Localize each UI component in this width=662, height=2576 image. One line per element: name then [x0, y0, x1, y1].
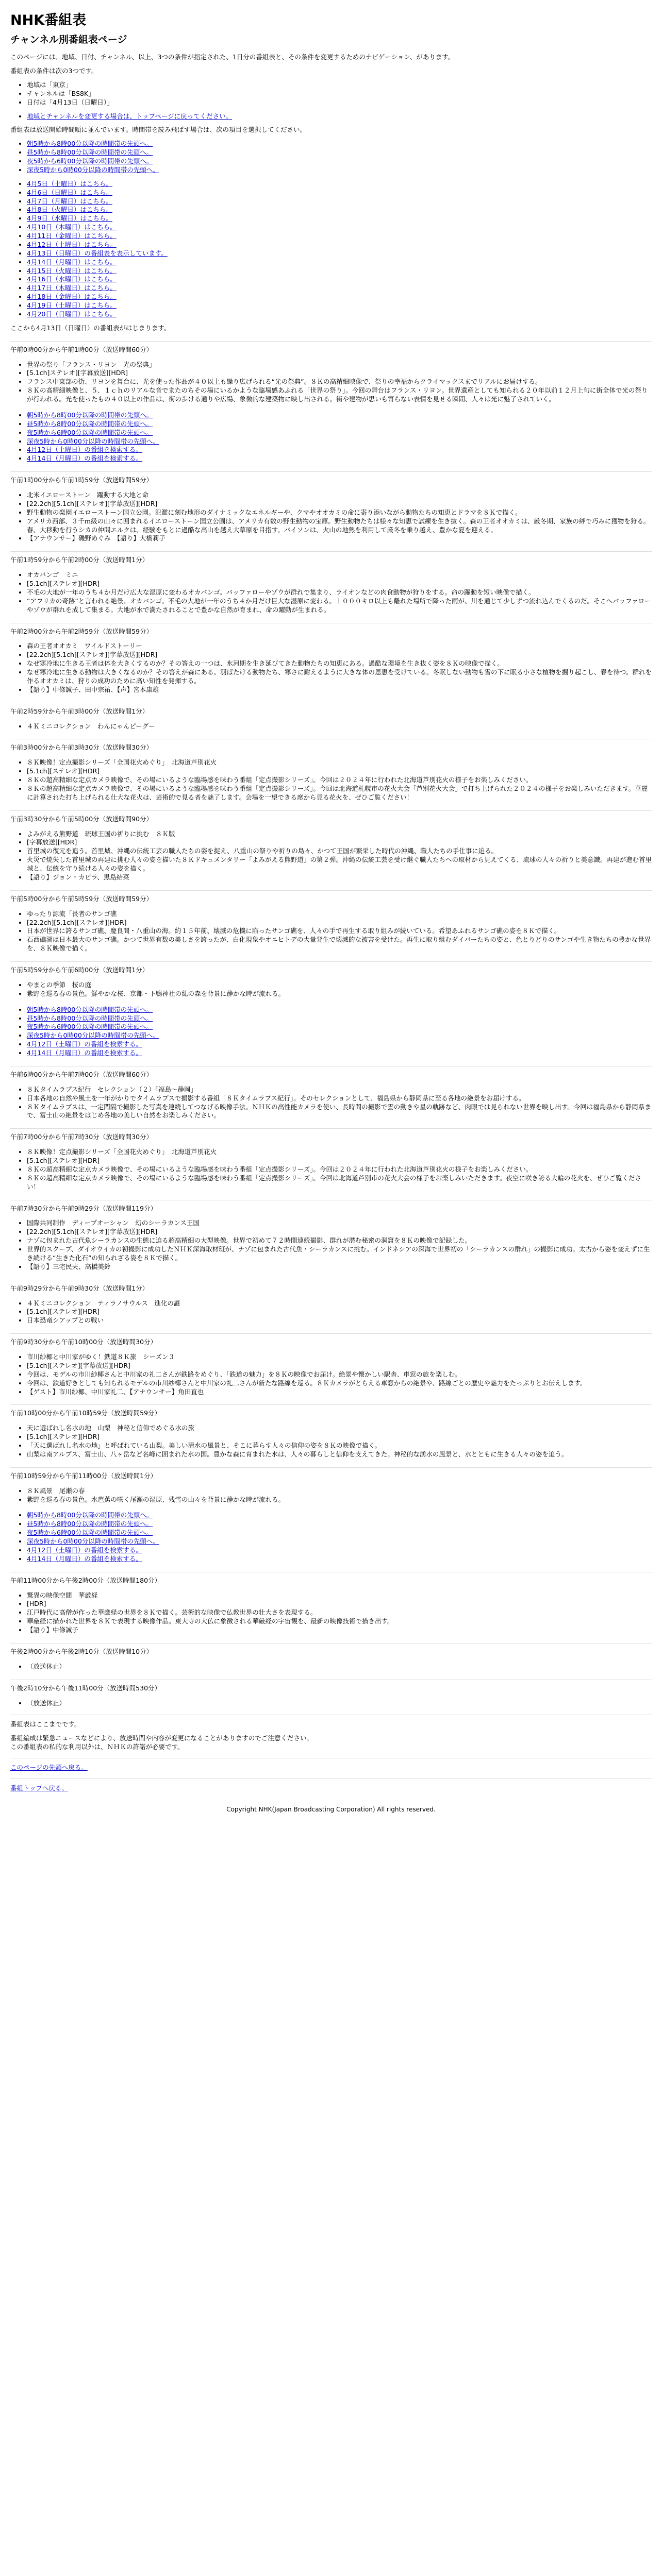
day-link[interactable]: 4月14日（月曜日）はこちら。: [27, 258, 117, 266]
program-listing: [10, 341, 652, 1708]
program-details: [10, 1086, 652, 1121]
end-note: 番組編成は緊急ニュースなどにより、放送時間や内容が変更になることがありますのでご注意ください。: [10, 1734, 313, 1742]
program-detail: • 日本が世界に誇るサンゴ礁、慶良間・八重山の海。約１５年前、壊滅の危機に陥ったサンゴ礁を、人々の手で再生する取り組みが続いている。希望あふれるサンゴ礁の姿を８Ｋで描く。: [27, 927, 652, 936]
program-entry: [10, 341, 652, 404]
end-note: この番組表の私的な利用以外は、ＮＨＫの許諾が必要です。: [10, 1743, 184, 1751]
program-detail: • 今回は、鉄道好きとしても知られるモデルの市川紗椰さんと中川家の礼二さんが新たな路線を巡る。８Ｋカメラがとらえる車窓からの絶景や、路線ごとの歴史や魅力をたっぷりとお伝えします。: [27, 1379, 652, 1388]
program-time: 午前9時29分から午前9時30分（放送時間1分）: [10, 1284, 149, 1292]
site-title: NHK番組表: [10, 12, 87, 28]
day-link[interactable]: 4月8日（火曜日）はこちら。: [27, 206, 112, 214]
program-details: [10, 1148, 652, 1191]
program-time: 午前11時00分から午後2時00分（放送時間180分）: [10, 1576, 161, 1584]
program-title: • 国際共同制作 ディープオーシャン 幻のシーラカンス王国: [27, 1219, 652, 1228]
program-entry: [10, 810, 652, 882]
program-time: 午前3時00分から午前3時30分（放送時間30分）: [10, 743, 153, 752]
program-details: [10, 981, 652, 998]
program-details: [10, 571, 652, 614]
program-detail: • [5.1ch][ステレオ][字幕放送][HDR]: [27, 1362, 652, 1370]
program-entry: [10, 471, 652, 543]
program-detail: • 火災で焼失した首里城の再建に挑む人々の姿を描いた８Ｋドキュメンタリー「よみがえる熊野道」の第２弾。沖縄の伝統工芸を受け継ぐ職人たちへの取材から見えてくる、琉球の人々の祈りと美意識。再建が進む首里城と、伝統を守り続ける人々の姿を描く。: [27, 856, 652, 873]
program-time: 午前6時00分から午前7時00分（放送時間60分）: [10, 1070, 153, 1078]
program-time: 午前7時30分から午前9時29分（放送時間119分）: [10, 1204, 157, 1212]
page-top-link[interactable]: このページの先頭へ戻る。: [10, 1764, 88, 1772]
program-detail: • [5.1ch][ステレオ][HDR]: [27, 1308, 652, 1316]
divider: [10, 1467, 652, 1468]
jump-link[interactable]: 夜5時から6時00分以降の時間帯の先頭へ。: [27, 428, 153, 436]
program-entry: [10, 1467, 652, 1504]
program-title: • 森の王者オオカミ ワイルドストーリー: [27, 642, 652, 651]
program-title: • （放送休止）: [27, 1699, 652, 1708]
day-link[interactable]: 4月7日（月曜日）はこちら。: [27, 197, 112, 205]
program-detail: • [22.2ch][5.1ch][ステレオ][HDR]: [27, 919, 652, 927]
program-details: [10, 1591, 652, 1635]
program-detail: • “アフリカの奇跡”と言われる絶景、オカバンゴ。不毛の大地が一年のうち４か月だけ巨大な湿原に変わる。１０００キロ以上も離れた場所で降った雨が、川を通じて少しずつ流れ込んでくるのだ。そこへバッファローやゾウが群れを成して集まる。大地が水で満たされることで豊かな自然が育まれ、命の躍動が生まれる。: [27, 597, 652, 615]
order-text: 番組表は放送開始時間順に並んでいます。時間帯を読み飛ばす場合は、次の項目を選択してください。: [10, 126, 307, 134]
day-link[interactable]: 4月15日（火曜日）はこちら。: [27, 266, 117, 275]
jump-link-morning[interactable]: 朝5時から8時00分以降の時間帯の先頭へ。: [27, 140, 153, 148]
jump-link[interactable]: 朝5時から8時00分以降の時間帯の先頭へ。: [27, 1511, 153, 1519]
program-time: 午前7時00分から午前7時30分（放送時間30分）: [10, 1133, 153, 1141]
jump-link[interactable]: 深夜5時から0時00分以降の時間帯の先頭へ。: [27, 1537, 159, 1546]
jump-link[interactable]: 深夜5時から0時00分以降の時間帯の先頭へ。: [27, 1031, 159, 1040]
program-detail: • フランス中東部の街、リヨンを舞台に、光を使った作品が４０以上も繰り広げられる“光の祭典”。８Ｋの高精細映像で、祭りの幸福からクライマックスまでリアルにお届けする。: [27, 378, 652, 386]
program-entry: [10, 1280, 652, 1326]
program-time: 午前5時59分から午前6時00分（放送時間1分）: [10, 966, 149, 974]
intro-text: このページには、地域、日付、チャンネル、以上、3つの条件が指定された、1日分の番組表と、その条件を変更するためのナビゲーション、があります。: [10, 53, 455, 61]
program-entry: [10, 1128, 652, 1191]
program-detail: • [HDR]: [27, 1600, 652, 1608]
program-title: • ８Ｋタイムラプス紀行 セレクション（２）「福島～静岡」: [27, 1086, 652, 1094]
program-entry: [10, 961, 652, 998]
divider: [10, 471, 652, 472]
divider: [10, 341, 652, 342]
jump-links-block: [10, 1511, 652, 1563]
program-entry: [10, 1066, 652, 1120]
day-link[interactable]: 4月17日（木曜日）はこちら。: [27, 284, 117, 292]
jump-links-block: [10, 411, 652, 463]
divider: [10, 1333, 652, 1334]
program-detail: • ナゾに包まれた古代魚シーラカンスの生態に迫る超高精細の大型映像。世界で初めて７２時間連続撮影、群れが潜む秘密の洞窟を８Ｋの映像で記録した。: [27, 1236, 652, 1245]
program-time: 午前5時00分から午前5時59分（放送時間59分）: [10, 894, 153, 903]
day-link[interactable]: 4月12日（土曜日）はこちら。: [27, 240, 117, 248]
program-title: • ８Ｋ映像！定点撮影シリーズ「全国花火めぐり」 北海道芦別花火: [27, 1148, 652, 1157]
program-detail: • 【語り】中條誠子: [27, 1626, 652, 1635]
program-time: 午前1時59分から午前2時00分（放送時間1分）: [10, 556, 149, 564]
page-title: チャンネル別番組表ページ: [10, 34, 127, 46]
program-detail: • 石西礁湖は日本最大のサンゴ礁。かつて世界有数の美しさを誇ったが、白化現象やオニヒトデの大量発生で壊滅的な被害を受けた。再生に取り組むダイバーたちの姿と、色とりどりのサンゴや生き物たちの豊かな世界を、８Ｋ映像で描く。: [27, 936, 652, 953]
jump-links-block: [10, 1006, 652, 1058]
day-link[interactable]: 4月11日（金曜日）はこちら。: [27, 232, 117, 240]
program-title: • 市川紗椰と中川家がゆく！鉄道８Ｋ旅 シーズン３: [27, 1353, 652, 1362]
program-time: 午前1時00分から午前1時59分（放送時間59分）: [10, 476, 153, 484]
program-detail: • 今回は、モデルの市川紗椰さんと中川家の礼二さんが鉄路をめぐり、「鉄道の魅力」を８Ｋの映像でお届け。絶景や懐かしい駅舎、車窓の旅を楽しむ。: [27, 1370, 652, 1379]
program-detail: • [22.2ch][5.1ch][ステレオ][字幕放送][HDR]: [27, 1228, 652, 1236]
program-details: [10, 1299, 652, 1326]
day-link-current[interactable]: 4月13日（日曜日）の番組表を表示しています。: [27, 249, 168, 257]
program-details: [10, 1424, 652, 1459]
program-time: 午前10時59分から午前11時00分（放送時間1分）: [10, 1471, 157, 1480]
program-detail: • 江戸時代に高僧が作った華厳経の世界を８Ｋで描く。芸術的な映像で仏教世界の壮大さを表現する。: [27, 1608, 652, 1617]
jump-link[interactable]: 4月12日（土曜日）の番組を検索する。: [27, 1040, 142, 1048]
listing-start: ここから4月13日（日曜日）の番組表がはじまります。: [10, 324, 171, 332]
divider: [10, 961, 652, 962]
program-detail: • 【アナウンサー】磯野めぐみ 【語り】大橋莉子: [27, 534, 652, 543]
program-entry: [10, 1333, 652, 1396]
program-detail: • 日本恐竜シアップとの戦い: [27, 1316, 652, 1325]
day-link[interactable]: 4月19日（土曜日）はこちら。: [27, 301, 117, 310]
program-details: [10, 830, 652, 882]
program-detail: • 不毛の大地が一年のうち４か月だけ広大な湿原に変わるオカバンゴ。バッファローやゾウが群れで集まり、ライオンなどの肉食動物が狩りをする。命の躍動を短い映像で描く。: [27, 588, 652, 597]
program-detail: • ８Ｋの超高精細な定点カメラ映像で、その場にいるような臨場感を味わう番組「定点撮影シリーズ」。今回は２０２４年に行われた北海道芦別花火の様子をお楽しみください。: [27, 1165, 652, 1174]
program-title: • 天に選ばれし名水の地 山梨 神秘と信仰でめぐる水の旅: [27, 1424, 652, 1433]
program-details: [10, 1663, 652, 1671]
program-entry: [10, 1200, 652, 1272]
program-detail: • アメリカ西部、３千ｍ級の山々に囲まれるイエローストーン国立公園は、アメリカ有数の野生動物の宝庫。野生動物たちは様々な知恵で試練を生き抜く。森の王者オオカミは、厳冬期、家族の絆で巧みに獲物を狩る。春、大移動を行うシカの仲間エルクは、経験をもとに過酷な高山を越え大草原を目指す。バイソンは、火山の地熱を利用して厳冬を乗り越え、豊かな夏を迎える。: [27, 517, 652, 535]
program-detail: • [5.1ch]ステレオ][字幕放送][HDR]: [27, 369, 652, 378]
jump-link[interactable]: 朝5時から8時00分以降の時間帯の先頭へ。: [27, 1005, 153, 1013]
program-detail: • [22.2ch][5.1ch][ステレオ][字幕放送][HDR]: [27, 651, 652, 659]
program-title: • よみがえる熊野道 琉球王国の祈りに挑む ８Ｋ版: [27, 830, 652, 839]
day-link[interactable]: 4月20日（日曜日）はこちら。: [27, 310, 117, 318]
program-details: [10, 1699, 652, 1708]
day-link[interactable]: 4月10日（木曜日）はこちら。: [27, 223, 117, 231]
program-detail: • 山梨は南アルプス、富士山、八ヶ岳など名峰に囲まれた水の国。豊かな森に育まれた水は、人々の暮らしと信仰を支えてきた。神秘的な湧水の風景と、水とともに生きる人々の姿を追う。: [27, 1450, 652, 1459]
jump-link[interactable]: 夜5時から6時00分以降の時間帯の先頭へ。: [27, 1023, 153, 1031]
program-time: 午後2時00分から午後2時10分（放送時間10分）: [10, 1647, 153, 1655]
program-entry: [10, 890, 652, 953]
jump-link[interactable]: 朝5時から8時00分以降の時間帯の先頭へ。: [27, 411, 153, 419]
program-title: • やまとの季節 桜の庭: [27, 981, 652, 990]
program-detail: • [5.1ch][ステレオ][HDR]: [27, 1433, 652, 1442]
divider: [10, 1128, 652, 1129]
jump-link[interactable]: 4月12日（土曜日）の番組を検索する。: [27, 446, 142, 454]
program-entry: [10, 1572, 652, 1635]
jump-link-evening[interactable]: 夜5時から6時00分以降の時間帯の先頭へ。: [27, 157, 153, 165]
program-detail: • 野生動物の楽園イエローストーン国立公園。氾濫に刻む地形のダイナミックなエネルギーや、クマやオオカミの命に寄り添いながら動物たちの知恵とドラマを８Ｋで描く。: [27, 509, 652, 517]
program-details: [10, 1219, 652, 1271]
jump-link[interactable]: 昼5時から8時00分以降の時間帯の先頭へ。: [27, 419, 153, 428]
program-detail: • ８Ｋの超高精細な定点カメラ映像で、その場にいるような臨場感を味わう番組「定点撮影シリーズ」。今回は北海道芦別市の花火大会の様子をお楽しみいただきます。夜空に咲き誇る大輪の花火を、ぜひご覧ください！: [27, 1174, 652, 1192]
divider: [10, 1404, 652, 1405]
program-details: [10, 361, 652, 404]
jump-links: [10, 140, 652, 175]
jump-link[interactable]: 4月14日（月曜日）の番組を検索する。: [27, 1554, 142, 1563]
jump-link[interactable]: 4月14日（月曜日）の番組を検索する。: [27, 454, 142, 463]
program-detail: • なぜ寒冷地に生きる王者は体を大きくするのか？その答えの一つは、氷河期を生き延びてきた動物たちの知恵にある。過酷な環境を生き抜く姿を８Ｋの映像で描く。: [27, 659, 652, 668]
program-time: 午前10時00分から午前10時59分（放送時間59分）: [10, 1409, 161, 1417]
program-title: • オカバンゴ ミニ: [27, 571, 652, 580]
program-detail: • 「天に選ばれし名水の地」と呼ばれている山梨。美しい清水の風景と、そこに暮らす人々の信仰の姿を８Ｋの映像で描く。: [27, 1442, 652, 1450]
condition-item: • チャンネルは「BS8K」: [27, 90, 652, 98]
program-detail: • 【語り】ジョン・カビラ、黒島結菜: [27, 873, 652, 882]
jump-link[interactable]: 夜5時から6時00分以降の時間帯の先頭へ。: [27, 1529, 153, 1537]
program-title: • （放送休止）: [27, 1663, 652, 1671]
page: [0, 12, 662, 1814]
program-detail: • ８Ｋの超高精細な定点カメラ映像で、その場にいるような臨場感を味わう番組「定点撮影シリーズ」。今回は２０２４年に行われた北海道芦別花火の様子をお楽しみください。: [27, 776, 652, 785]
program-detail: • 華厳経に描かれた世界を８Ｋで表現する映像作品。東大寺の大仏に象徴される華厳経の宇宙観を、最新の映像技術で描き出す。: [27, 1617, 652, 1626]
program-detail: • 世界的スクープ、ダイオウイカの初撮影に成功したＮＨＫ深海取材班が、ナゾに包まれた古代魚・シーラカンスに挑む。インドネシアの深海で世界初の「シーラカンスの群れ」の撮影に成功。太古から姿を変えずに生き続ける“生きた化石”の知られざる姿を８Ｋで描く。: [27, 1245, 652, 1263]
program-title: • ８Ｋ映像！定点撮影シリーズ「全国花火めぐり」 北海道芦別花火: [27, 758, 652, 767]
program-detail: • ８Ｋタイムラプスは、一定間隔で撮影した写真を連続してつなげる映像手法。ＮＨＫの高性能カメラを使い、長時間の撮影で雲の動きや星の軌跡など、肉眼では見られない世界を映し出す。今回は福島県から静岡県まで、富士山の絶景をはじめ各地の美しい自然をお楽しみください。: [27, 1103, 652, 1121]
program-detail: • 首里城の復元を追う。首里城、沖縄の伝統工芸の職人たちの姿を捉え、八重山の祭りや祈りの島々、かつて王国が繁栄した時代の沖縄、職人たちの手仕事に迫る。: [27, 847, 652, 856]
program-detail: • 【語り】三宅民夫、高橋美鈴: [27, 1263, 652, 1272]
divider: [10, 551, 652, 552]
top-link-list: [10, 112, 652, 121]
program-time: 午前2時00分から午前2時59分（放送時間59分）: [10, 627, 153, 635]
program-entry: [10, 1680, 652, 1708]
program-detail: • [5.1ch][ステレオ][HDR]: [27, 1157, 652, 1165]
program-detail: • 日本各地の自然や風土を一年がかりでタイムラプスで撮影する番組「８Ｋタイムラプス紀行」。そのセレクションとして、福島県から静岡県に至る各地の絶景をお届けする。: [27, 1094, 652, 1103]
program-entry: [10, 551, 652, 614]
day-link[interactable]: 4月18日（金曜日）はこちら。: [27, 293, 117, 301]
program-time: 午前2時59分から午前3時00分（放送時間1分）: [10, 707, 149, 715]
day-link[interactable]: 4月6日（日曜日）はこちら。: [27, 188, 112, 196]
day-link[interactable]: 4月5日（土曜日）はこちら。: [27, 179, 112, 188]
program-title: • ８Ｋ風景 尾瀬の春: [27, 1487, 652, 1496]
divider: [10, 810, 652, 811]
condition-item: • 地域は「東京」: [27, 81, 652, 90]
program-detail: • [5.1ch][ステレオ][HDR]: [27, 767, 652, 776]
program-detail: • ８Ｋの高精細映像と、５．１ｃｈのリアルな音でまたのちその場にいるかような臨場感あふれる「世界の祭り」。今回の舞台はフランス・リヨン。世界遺産としても知られる２０年以前１２月上旬に街全体で光の祭りが行われる。光を使ったもの４０以上の作品は、街の歩ける通りや広場、象徴的な建築物に映し出される。街や建物が思いも寄らない表情を見せる瞬間、人々は光に魅了されていく。: [27, 386, 652, 404]
program-detail: • なぜ寒冷地に生きる動物は大きくなるのか？その答えが森にある。羽ばたける動物たち、寒さに耐えるように大きな体の恩恵を受けている。冬眠しない動物も雪の下に眠る小さな植物を掘り起こし、春を待つ。群れを作るオオカミは、狩りの成功のために高い知性を発揮する。: [27, 668, 652, 686]
copyright: Copyright NHK(Japan Broadcasting Corporation) All rights reserved.: [226, 1805, 436, 1813]
program-entry: [10, 739, 652, 802]
program-entry: [10, 703, 652, 731]
day-links: [10, 180, 652, 319]
program-entry: [10, 1643, 652, 1671]
program-details: [10, 491, 652, 543]
jump-link[interactable]: 深夜5時から0時00分以降の時間帯の先頭へ。: [27, 437, 159, 445]
jump-link[interactable]: 昼5時から8時00分以降の時間帯の先頭へ。: [27, 1014, 153, 1022]
program-details: [10, 758, 652, 802]
program-title: • 世界の祭り「フランス・リヨン 光の祭典」: [27, 361, 652, 369]
day-link[interactable]: 4月16日（水曜日）はこちら。: [27, 275, 117, 283]
divider: [10, 1778, 652, 1779]
program-details: [10, 910, 652, 953]
program-detail: • [字幕放送][HDR]: [27, 838, 652, 847]
program-time: 午前0時00分から午前1時00分（放送時間60分）: [10, 345, 153, 353]
jump-link[interactable]: 4月12日（土曜日）の番組を検索する。: [27, 1546, 142, 1554]
program-title: • 驚異の映像空間 華厳経: [27, 1591, 652, 1600]
program-detail: • 【語り】中條誠子、田中宗祐、【声】宮本康雄: [27, 686, 652, 694]
program-detail: • ８Ｋの超高精細な定点カメラ映像で、その場にいるような臨場感を味わう番組「定点撮影シリーズ」。今回は北海道札幌市の花火大会「芦別花火大会」で打ち上げられた２０２４の様子をお楽しみいただきます。華麗に計算された打ち上げられる仕大な花火は、芸術的で見る者を魅了します。会場を一望できる席から見る花火を、ぜひご覧ください！: [27, 785, 652, 802]
back-to-top-page-link[interactable]: 地域とチャンネルを変更する場合は、トップページに戻ってください。: [27, 112, 233, 120]
program-title: • ゆったり源流「長者のサンゴ礁: [27, 910, 652, 919]
program-detail: • 紫野を巡る春の景色。水芭蕉の咲く尾瀬の湿原、残雪の山々を背景に静かな時が流れる。: [27, 1496, 652, 1504]
jump-link[interactable]: 昼5時から8時00分以降の時間帯の先頭へ。: [27, 1520, 153, 1528]
program-detail: • 【ゲスト】市川紗椰、中川家礼二、【アナウンサー】角田直也: [27, 1388, 652, 1397]
jump-link[interactable]: 4月14日（月曜日）の番組を検索する。: [27, 1049, 142, 1057]
end-note: 番組表はここまでです。: [10, 1720, 81, 1728]
day-link[interactable]: 4月9日（水曜日）はこちら。: [27, 214, 112, 223]
jump-link-noon[interactable]: 昼5時から8時00分以降の時間帯の先頭へ。: [27, 148, 153, 157]
program-details: [10, 1353, 652, 1396]
condition-item: • 日付は「4月13日（日曜日）」: [27, 98, 652, 107]
program-top-link[interactable]: 番組トップへ戻る。: [10, 1784, 68, 1792]
program-time: 午前3時30分から午前5時00分（放送時間90分）: [10, 815, 153, 823]
program-entry: [10, 1404, 652, 1459]
program-details: [10, 642, 652, 694]
program-details: [10, 1487, 652, 1504]
program-detail: • [5.1ch][ステレオ][HDR]: [27, 580, 652, 588]
program-detail: • 紫野を巡る春の景色。鮮やかな桜、京都・下鴨神社の糺の森を背景に静かな時が流れる。: [27, 990, 652, 998]
program-detail: • [22.2ch][5.1ch][ステレオ][字幕放送][HDR]: [27, 500, 652, 509]
jump-link-late-night[interactable]: 深夜5時から0時00分以降の時間帯の先頭へ。: [27, 165, 159, 174]
program-time: 午前9時30分から午前10時00分（放送時間30分）: [10, 1338, 157, 1346]
conditions-list: [10, 81, 652, 107]
program-entry: [10, 623, 652, 694]
program-time: 午後2時10分から午後11時00分（放送時間530分）: [10, 1684, 161, 1692]
program-title: • ４Ｋミニコレクション ティラノサウルス 進化の謎: [27, 1299, 652, 1308]
program-title: • ４Ｋミニコレクション わんにゃんピーグー: [27, 722, 652, 731]
program-details: [10, 722, 652, 731]
program-title: • 北米イエローストーン 躍動する大地と命: [27, 491, 652, 500]
divider: [10, 890, 652, 891]
conditions-heading: 番組表の条件は次の3つです。: [10, 67, 98, 75]
